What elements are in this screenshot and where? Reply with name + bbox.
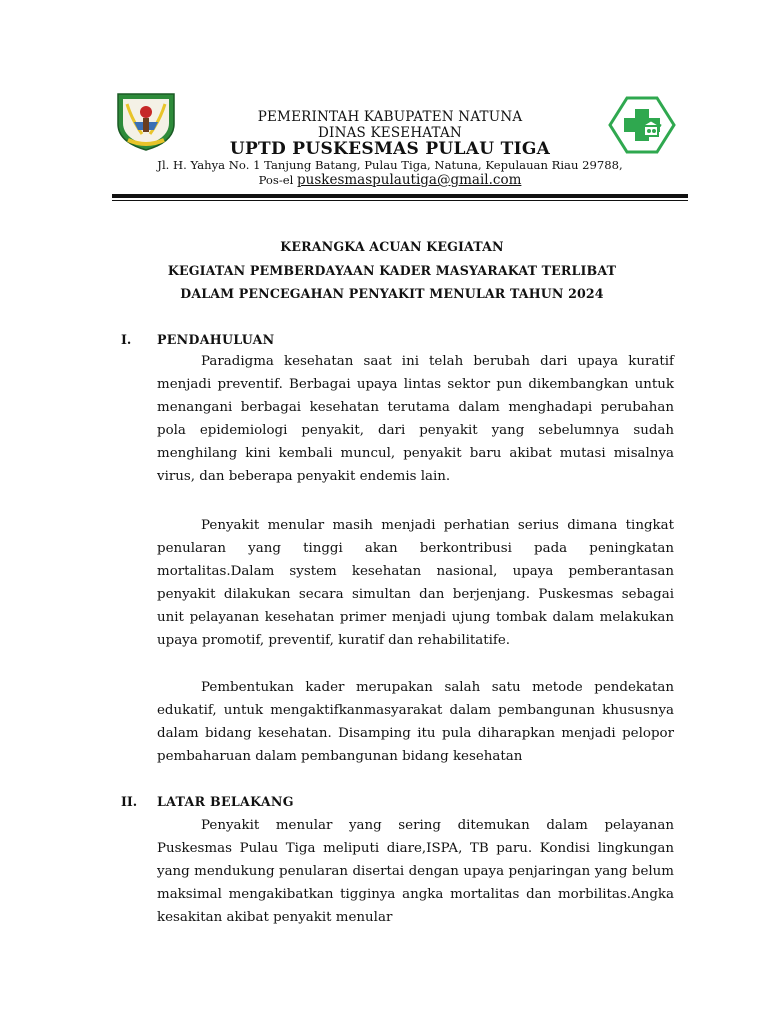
letterhead-divider-thin <box>112 200 688 201</box>
puskesmas-logo-icon <box>608 96 676 154</box>
email-link[interactable]: puskesmaspulautiga@gmail.com <box>297 172 522 188</box>
section-number: I. <box>121 332 132 347</box>
letterhead-department: DINAS KESEHATAN <box>318 125 462 141</box>
document-subtitle-line1: KEGIATAN PEMBERDAYAAN KADER MASYARAKAT TERLIBAT <box>167 263 617 278</box>
letterhead-government: PEMERINTAH KABUPATEN NATUNA <box>257 109 523 125</box>
paragraph: Paradigma kesehatan saat ini telah berubah dari upaya kuratif menjadi preventif. Berbagai upaya lintas sektor pun dikembangkan untuk menangani berbagai kesehatan terutama dalam menghadapi perubahan pola epidemiologi penyakit, dari penyakit yang sebelumnya sudah menghilang kini kembali muncul, penyakit baru akibat mutasi misalnya virus, dan beberapa penyakit endemis lain. <box>157 354 674 485</box>
letterhead-email-line <box>120 172 660 188</box>
letterhead-address: Jl. H. Yahya No. 1 Tanjung Batang, Pulau Tiga, Natuna, Kepulauan Riau 29788, <box>157 158 623 172</box>
section-heading: PENDAHULUAN <box>157 332 275 347</box>
section-heading: LATAR BELAKANG <box>157 794 294 809</box>
section-number: II. <box>121 794 138 809</box>
paragraph: Pembentukan kader merupakan salah satu metode pendekatan edukatif, untuk mengaktifkanmasyarakat dalam pembangunan khususnya dalam bidang kesehatan. Disamping itu pula diharapkan menjadi pelopor pembaharuan dalam pembangunan bidang kesehatan <box>157 680 674 765</box>
email-prefix: Pos-el <box>258 173 298 187</box>
letterhead-divider <box>112 194 688 198</box>
paragraph: Penyakit menular yang sering ditemukan dalam pelayanan Puskesmas Pulau Tiga meliputi diare,ISPA, TB paru. Kondisi lingkungan yang mendukung penularan disertai dengan upaya penjaringan yang belum maksimal mengakibatkan tigginya angka mortalitas dan morbilitas.Angka kesakitan akibat penyakit menular <box>157 818 674 926</box>
letterhead-institution: UPTD PUSKESMAS PULAU TIGA <box>229 139 551 159</box>
document-subtitle-line2: DALAM PENCEGAHAN PENYAKIT MENULAR TAHUN 2024 <box>180 286 604 301</box>
paragraph: Penyakit menular masih menjadi perhatian serius dimana tingkat penularan yang tinggi akan berkontribusi pada peningkatan mortalitas.Dalam system kesehatan nasional, upaya pemberantasan penyakit dilakukan secara simultan dan berjenjang. Puskesmas sebagai unit pelayanan kesehatan primer menjadi ujung tombak dalam melakukan upaya promotif, preventif, kuratif dan rehabilitatife. <box>157 518 674 649</box>
document-title: KERANGKA ACUAN KEGIATAN <box>280 239 504 254</box>
